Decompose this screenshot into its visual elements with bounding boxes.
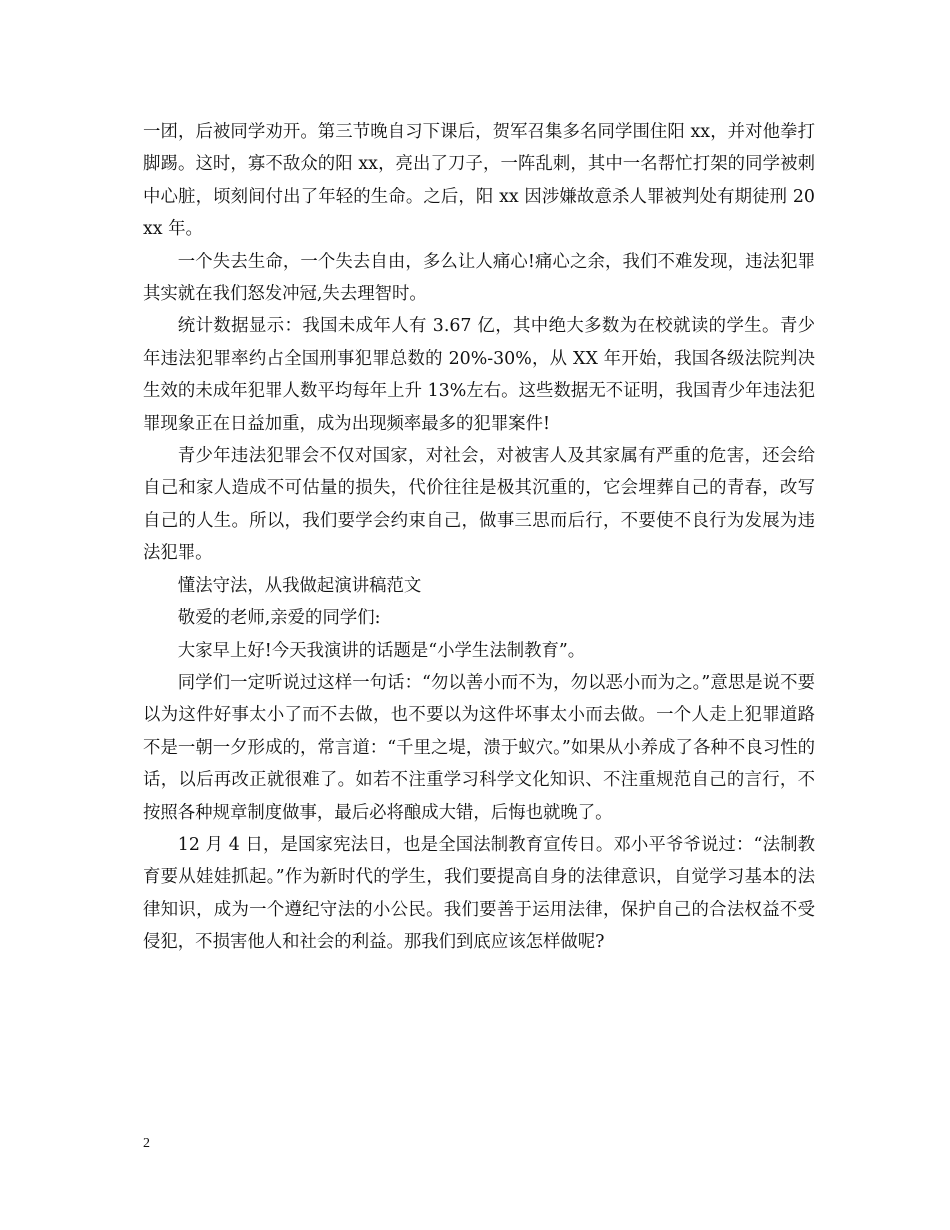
- speech-greeting: 大家早上好!今天我演讲的话题是“小学生法制教育”。: [177, 640, 586, 661]
- paragraph-statistics: 统计数据显示：我国未成年人有 3.67 亿，其中绝大多数为在校就读的学生。青少年违法犯罪率约占全国刑事犯罪总数的 20%-30%，从 XX 年开始，我国各级法院判决生效的未成年犯罪人数平均每年上升 13%左右。这些数据无不证明，我国青少年违法犯罪现象正在日益加重，成为出现频率最多的犯罪案件!: [143, 316, 815, 434]
- paragraph-harm: 青少年违法犯罪会不仅对国家，对社会，对被害人及其家属有严重的危害，还会给自己和家人造成不可估量的损失，代价往往是极其沉重的，它会埋葬自己的青春，改写自己的人生。所以，我们要学会约束自己，做事三思而后行，不要使不良行为发展为违法犯罪。: [143, 446, 815, 564]
- document-body: [143, 116, 815, 959]
- paragraph-constitution-day: 12 月 4 日，是国家宪法日，也是全国法制教育宣传日。邓小平爷爷说过：“法制教育要从娃娃抓起。”作为新时代的学生，我们要提高自身的法律意识，自觉学习基本的法律知识，成为一个遵纪守法的小公民。我们要善于运用法律，保护自己的合法权益不受侵犯，不损害他人和社会的利益。那我们到底应该怎样做呢?: [143, 834, 815, 953]
- speech-title: 懂法守法，从我做起演讲稿范文: [177, 575, 422, 596]
- paragraph-reflection: 一个失去生命，一个失去自由，多么让人痛心!痛心之余，我们不难发现，违法犯罪其实就在我们怒发冲冠,失去理智时。: [143, 251, 815, 305]
- paragraph-case-story: 一团，后被同学劝开。第三节晚自习下课后，贺军召集多名同学围住阳 xx，并对他拳打脚踢。这时，寡不敌众的阳 xx，亮出了刀子，一阵乱刺，其中一名帮忙打架的同学被刺中心脏，顷刻间付出了年轻的生命。之后，阳 xx 因涉嫌故意杀人罪被判处有期徒刑 20xx 年。: [143, 122, 815, 240]
- page-number: 2: [143, 1136, 150, 1151]
- speech-salutation: 敬爱的老师,亲爱的同学们:: [177, 608, 381, 629]
- paragraph-proverb: 同学们一定听说过这样一句话：“勿以善小而不为，勿以恶小而为之。”意思是说不要以为这件好事太小了而不去做，也不要以为这件坏事太小而去做。一个人走上犯罪道路不是一朝一夕形成的，常言道：“千里之堤，溃于蚁穴。”如果从小养成了各种不良习性的话，以后再改正就很难了。如若不注重学习科学文化知识、不注重规范自己的言行，不按照各种规章制度做事，最后必将酿成大错，后悔也就晚了。: [143, 672, 815, 823]
